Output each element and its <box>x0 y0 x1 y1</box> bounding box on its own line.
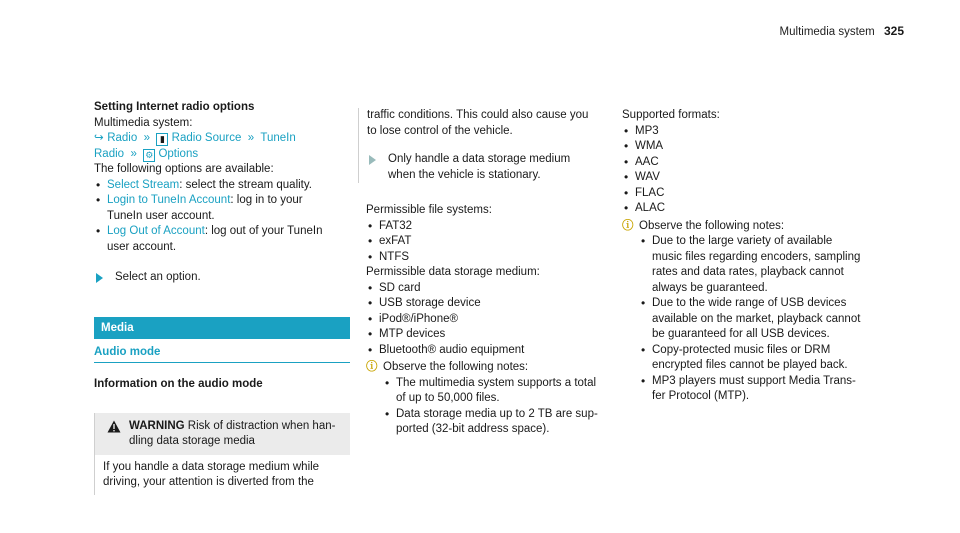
note-line: encrypted files cannot be played back. <box>652 359 848 371</box>
list-item <box>639 374 922 405</box>
subsection-title: Information on the audio mode <box>94 378 263 390</box>
option-desc: TuneIn user account. <box>107 209 215 222</box>
section-heading: Setting Internet radio options <box>94 101 255 113</box>
warning-body <box>95 455 350 495</box>
path-radio-2: Radio <box>94 147 125 160</box>
running-title: Multimedia system <box>779 26 875 38</box>
list-item <box>639 234 922 296</box>
option-desc: : log in to your <box>230 194 303 206</box>
double-chevron-icon: » <box>127 147 141 160</box>
path-options: Options <box>158 147 199 160</box>
note-line: available on the market, playback cannot <box>652 312 861 325</box>
list-item <box>94 193 350 224</box>
formats-title: Supported formats: <box>622 109 720 121</box>
note-line: Due to the large variety of available <box>652 235 833 247</box>
note-text: Observe the following notes: <box>639 219 785 232</box>
list-item <box>639 296 922 343</box>
gear-icon: ⚙ <box>145 149 154 160</box>
warning-header <box>95 413 350 455</box>
list-item: • FLAC <box>622 186 922 202</box>
step-text: Select an option. <box>115 271 201 283</box>
option-name: Log Out of Account <box>107 225 205 237</box>
warning-body-text: to lose control of the vehicle. <box>367 124 513 137</box>
note-line: rates and data rates, playback cannot <box>652 266 844 278</box>
instruction-step <box>94 270 350 286</box>
note-line: Copy-protected music files or DRM <box>652 343 831 356</box>
note-list <box>383 376 606 438</box>
note-line: of up to 50,000 files. <box>396 392 500 404</box>
list-item: • WAV <box>622 170 922 186</box>
path-tunein: TuneIn <box>260 132 296 144</box>
list-item <box>383 407 606 438</box>
arrow-hook-icon: ↪ <box>94 132 104 144</box>
option-name: Select Stream <box>107 178 180 191</box>
fs-title: Permissible file systems: <box>366 204 492 216</box>
intro-text: The following options are available: <box>94 163 274 175</box>
step-text: when the vehicle is stationary. <box>388 168 541 181</box>
option-list <box>94 178 350 256</box>
list-item: • USB storage device <box>366 296 606 312</box>
media-list <box>366 281 606 359</box>
chapter-bar: Media <box>94 317 350 339</box>
option-desc: : log out of your TuneIn <box>204 225 323 237</box>
option-desc: : select the stream quality. <box>179 178 312 191</box>
note-icon: ⓘ <box>366 361 378 373</box>
step-text: Only handle a data storage medium <box>388 153 571 165</box>
note-icon: ⓘ <box>622 219 634 232</box>
note-line: MP3 players must support Media Trans- <box>652 374 856 387</box>
warning-label: WARNING <box>129 419 185 432</box>
list-item: • ALAC <box>622 201 922 217</box>
note-line: Due to the wide range of USB devices <box>652 297 847 309</box>
warning-text: dling data storage media <box>129 435 255 447</box>
double-chevron-icon: » <box>244 132 258 144</box>
page-number: 325 <box>883 24 904 38</box>
warning-body-text: driving, your attention is diverted from the <box>103 476 314 488</box>
warning-body-text: traffic conditions. This could also cause you <box>367 109 589 121</box>
list-item: • WMA <box>622 139 922 155</box>
list-item: • NTFS <box>366 250 606 266</box>
list-item: • Bluetooth® audio equipment <box>366 343 606 359</box>
menu-path <box>94 131 350 147</box>
path-radio: Radio <box>107 132 138 144</box>
step-triangle-icon <box>96 273 103 283</box>
list-item: • AAC <box>622 155 922 171</box>
column-2 <box>366 108 606 438</box>
note-line: The multimedia system supports a total <box>396 376 597 389</box>
list-item <box>94 224 350 255</box>
list-item: • SD card <box>366 281 606 297</box>
list-item: • MTP devices <box>366 327 606 343</box>
formats-list <box>622 124 922 217</box>
list-item: • iPod®/iPhone® <box>366 312 606 328</box>
fs-list <box>366 219 606 266</box>
note-text: Observe the following notes: <box>383 361 529 373</box>
list-item <box>383 376 606 407</box>
double-chevron-icon: » <box>140 132 154 144</box>
note-line: Data storage media up to 2 TB are sup- <box>396 407 598 420</box>
page-header <box>780 24 904 41</box>
list-item <box>94 178 350 194</box>
path-source: Radio Source <box>171 132 242 144</box>
option-name: Login to TuneIn Account <box>107 194 231 206</box>
warning-body-text: If you handle a data storage medium while <box>103 460 320 473</box>
radio-source-icon: ▮ <box>156 133 168 146</box>
note <box>622 219 922 235</box>
warning-continuation <box>358 108 606 183</box>
note-list <box>639 234 922 405</box>
column-1 <box>94 100 350 495</box>
step-triangle-icon <box>369 155 376 165</box>
note <box>366 360 606 376</box>
note-line: fer Protocol (MTP). <box>652 390 750 402</box>
list-item: • exFAT <box>366 234 606 250</box>
list-item: • FAT32 <box>366 219 606 235</box>
menu-path-2 <box>94 147 350 163</box>
list-item: • MP3 <box>622 124 922 140</box>
section-title: Audio mode <box>94 343 350 364</box>
list-item <box>639 343 922 374</box>
note-line: be guaranteed for all USB devices. <box>652 328 830 340</box>
note-line: ported (32-bit address space). <box>396 423 550 435</box>
warning-text: Risk of distraction when han- <box>187 419 336 432</box>
warning-triangle-icon <box>107 420 121 433</box>
option-desc: user account. <box>107 240 177 253</box>
warning-box <box>94 413 350 495</box>
instruction-step <box>367 152 606 183</box>
column-3 <box>622 108 922 405</box>
path-lead: Multimedia system: <box>94 116 193 129</box>
note-line: always be guaranteed. <box>652 281 768 294</box>
note-line: music files regarding encoders, sampling <box>652 250 861 263</box>
media-title: Permissible data storage medium: <box>366 266 540 278</box>
